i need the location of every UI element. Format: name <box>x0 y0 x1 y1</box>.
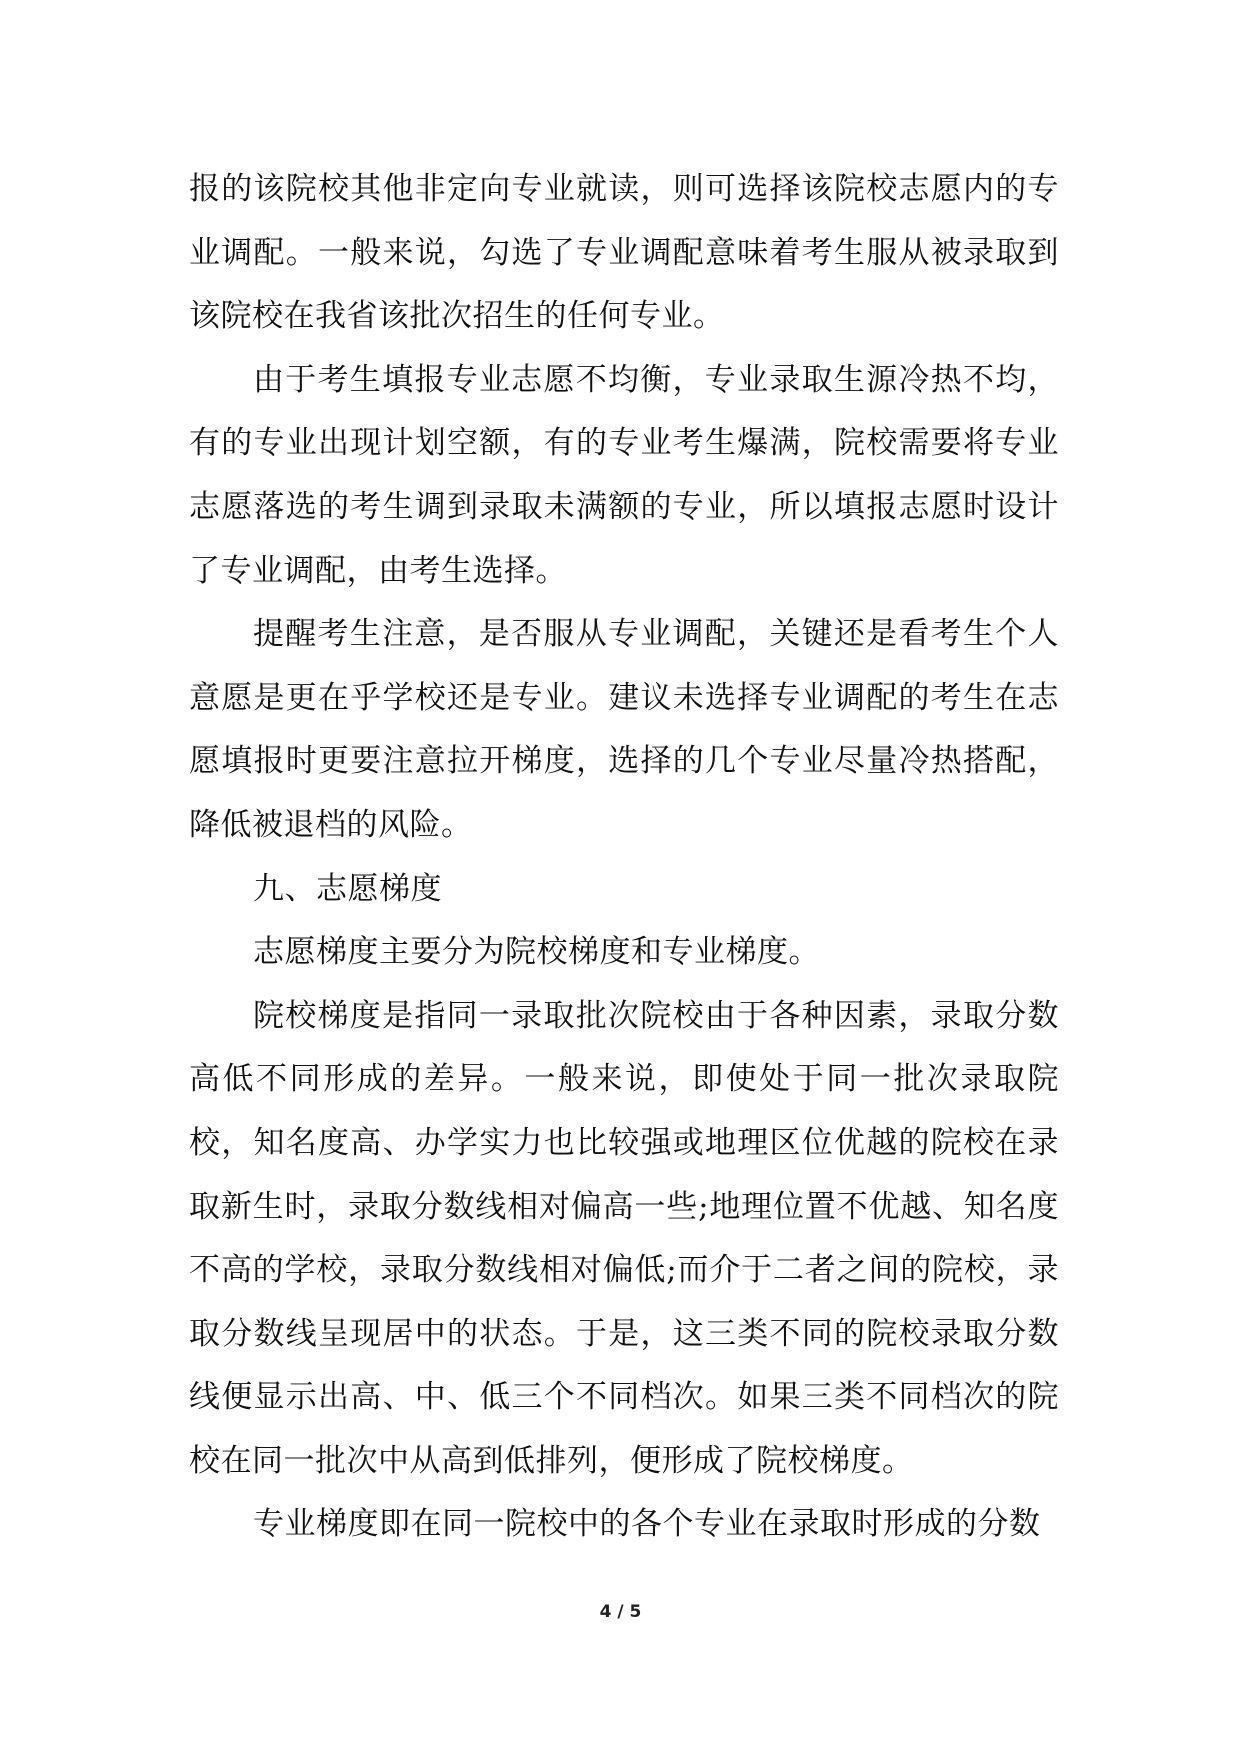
paragraph-1: 报的该院校其他非定向专业就读，则可选择该院校志愿内的专业调配。一般来说，勾选了专业调配意味着考生服从被录取到该院校在我省该批次招生的任何专业。 <box>189 171 1059 335</box>
section-heading: 九、志愿梯度 <box>253 870 442 907</box>
paragraph-7: 专业梯度即在同一院校中的各个专业在录取时形成的分数 <box>253 1506 1041 1543</box>
document-body <box>189 158 1059 1557</box>
paragraph-3: 提醒考生注意，是否服从专业调配，关键还是看考生个人意愿是更在乎学校还是专业。建议未选择专业调配的考生在志愿填报时更要注意拉开梯度，选择的几个专业尽量冷热搭配，降低被退档的风险。 <box>189 616 1059 843</box>
paragraph-6: 院校梯度是指同一录取批次院校由于各种因素，录取分数高低不同形成的差异。一般来说，即使处于同一批次录取院校，知名度高、办学实力也比较强或地理区位优越的院校在录取新生时，录取分数线相对偏高一些;地理位置不优越、知名度不高的学校，录取分数线相对偏低;而介于二者之间的院校，录取分数线呈现居中的状态。于是，这三类不同的院校录取分数线便显示出高、中、低三个不同档次。如果三类不同档次的院校在同一批次中从高到低排列，便形成了院校梯度。 <box>189 997 1059 1479</box>
paragraph-5: 志愿梯度主要分为院校梯度和专业梯度。 <box>253 934 820 971</box>
paragraph-2: 由于考生填报专业志愿不均衡，专业录取生源冷热不均，有的专业出现计划空额，有的专业考生爆满，院校需要将专业志愿落选的考生调到录取未满额的专业，所以填报志愿时设计了专业调配，由考生选择。 <box>189 361 1059 589</box>
page-number: 4 / 5 <box>599 1602 642 1622</box>
